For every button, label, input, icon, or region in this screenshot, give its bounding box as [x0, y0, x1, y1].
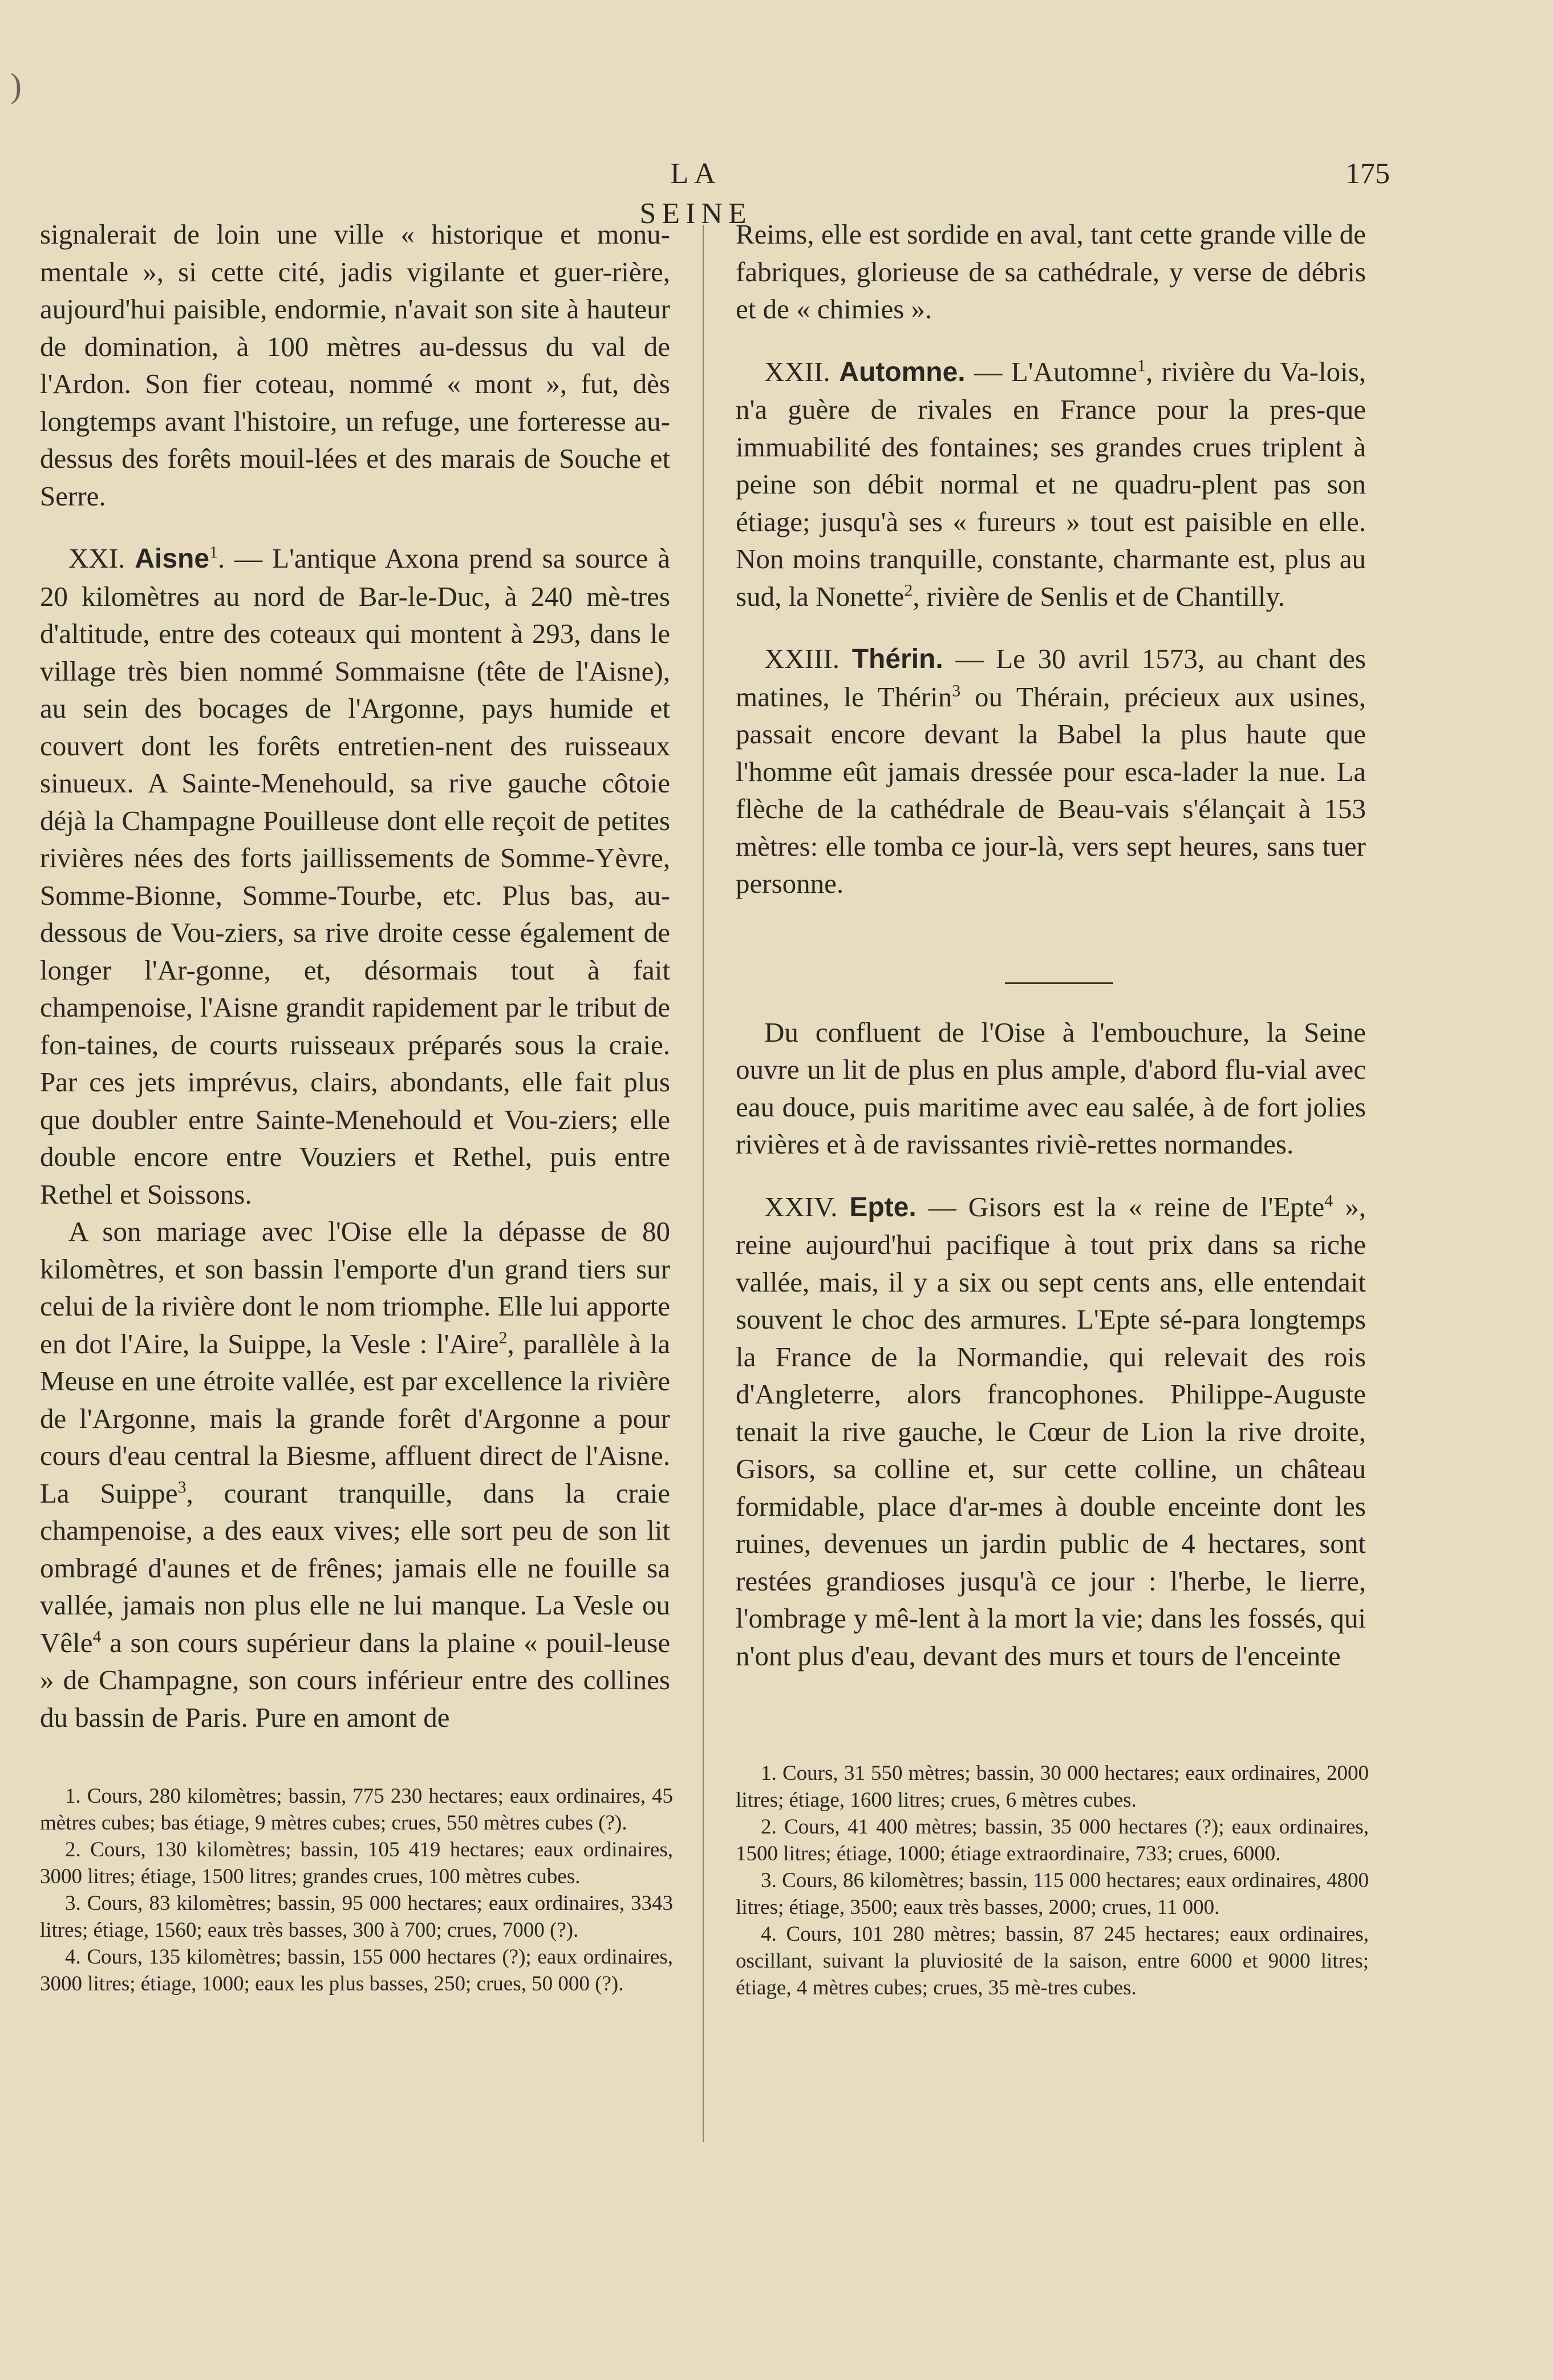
footnote-ref: 4 [1324, 1191, 1333, 1211]
paragraph-confluent: Du confluent de l'Oise à l'embouchure, la Seine ouvre un lit de plus en plus ample, d'abord flu-vial avec eau douce, puis maritime avec eau salée, à de fort jolies rivières et à de ravissantes riviè-rettes normandes. [736, 1016, 1366, 1160]
section-number: XXIV. [764, 1191, 838, 1223]
text-run: , courant tranquille, dans la craie champenoise, a des eaux vives; elle sort peu de son lit ombragé d'aunes et de frênes; jamais elle ne fouille sa vallée, jamais non plus elle ne lui manque. La Vesle ou Vêle [40, 1477, 670, 1658]
footnote: 3. Cours, 86 kilomètres; bassin, 115 000 hectares; eaux ordinaires, 4800 litres; étiage, 3500; eaux très basses, 2000; crues, 11 000. [736, 1869, 1369, 1919]
paragraph-laon: signalerait de loin une ville « historique et monu-mentale », si cette cité, jadis vigilante et guer-rière, aujourd'hui paisible, endormie, n'avait son site à hauteur de domination, à 100 mètres au-dessus du val de l'Ardon. Son fier coteau, nommé « mont », fut, dès longtemps avant l'histoire, un refuge, une forteresse au-dessus des forêts mouil-lées et des marais de Souche et Serre. [40, 218, 670, 512]
section-xxii-automne [736, 353, 1366, 616]
footnotes-right [736, 1760, 1369, 2001]
column-rule [703, 225, 704, 2142]
footnote: 2. Cours, 130 kilomètres; bassin, 105 419 hectares; eaux ordinaires, 3000 litres; étiage, 1500 litres; grandes crues, 100 mètres cubes. [40, 1838, 673, 1888]
text-run: ou Thérain, précieux aux usines, passait encore devant la Babel la plus haute que l'homme eût jamais dressée pour esca-lader la nue. La flèche de la cathédrale de Beau-vais s'élançait à 153 mètres: elle tomba ce jour-là, vers sept heures, sans tuer personne. [736, 681, 1366, 899]
section-text: . — L'antique Axona prend sa source à 20 kilomètres au nord de Bar-le-Duc, à 240 mè-tres d'altitude, entre des coteaux qui montent à 293, dans le village très bien nommé Sommaisne (tête de l'Aisne), au sein des bocages de l'Argonne, pays humide et couvert dont les forêts entretien-nent des ruisseaux sinueux. A Sainte-Menehould, sa rive gauche côtoie déjà la Champagne Pouilleuse dont elle reçoit de petites rivières nées des forts jaillissements de Somme-Yèvre, Somme-Bionne, Somme-Tourbe, etc. Plus bas, au-dessous de Vou-ziers, sa rive droite cesse également de longer l'Ar-gonne, et, désormais tout à fait champenoise, l'Aisne grandit rapidement par le tribut de fon-taines, de courts ruisseaux préparés sous la craie. Par ces jets imprévus, clairs, abondants, elle fait plus que doubler entre Sainte-Menehould et Vou-ziers; elle double encore entre Vouziers et Rethel, puis entre Rethel et Soissons. [40, 543, 670, 1210]
section-xxiv-epte [736, 1188, 1366, 1675]
section-number: XXII. [764, 355, 830, 387]
footnote-ref: 2 [498, 1328, 508, 1347]
footnote-ref: 3 [952, 681, 961, 701]
footnote-ref: 3 [177, 1478, 186, 1497]
paragraph-aisne-tributaries [40, 1213, 670, 1736]
text-run: — Le 30 avril 1573, au chant des matines, le Thérin [736, 643, 1366, 713]
paragraph-reims: Reims, elle est sordide en aval, tant cette grande ville de fabriques, glorieuse de sa cathédrale, y verse de débris et de « chimies ». [736, 218, 1366, 325]
footnote-ref: 4 [92, 1627, 102, 1646]
text-run: — L'Automne [965, 355, 1137, 387]
footnote-ref: 2 [904, 581, 913, 600]
footnote: 2. Cours, 41 400 mètres; bassin, 35 000 hectares (?); eaux ordinaires, 1500 litres; étiage, 1000; étiage extraordinaire, 733; crues, 6000. [736, 1815, 1369, 1865]
text-run: a son cours supérieur dans la plaine « pouil-leuse » de Champagne, son cours inférieur entre des collines du bassin de Paris. Pure en amont de [40, 1626, 670, 1733]
footnote: 3. Cours, 83 kilomètres; bassin, 95 000 hectares; eaux ordinaires, 3343 litres; étiage, 1560; eaux très basses, 300 à 700; crues, 7000 (?). [40, 1892, 673, 1942]
text-run: », reine aujourd'hui pacifique à tout prix dans sa riche vallée, mais, il y a six ou sept cents ans, elle entendait souvent le choc des armures. L'Epte sé-para longtemps la France de la Normandie, qui relevait des rois d'Angleterre, alors francophones. Philippe-Auguste tenait la rive gauche, le Cœur de Lion la rive droite, Gisors, sa colline et, sur cette colline, un château formidable, place d'ar-mes à double enceinte dont les ruines, devenues un jardin public de 4 hectares, sont restées grandioses jusqu'à ce jour : l'herbe, le lierre, l'ombrage y mê-lent à la mort la vie; dans les fossés, qui n'ont plus d'eau, devant des murs et tours de l'enceinte [736, 1191, 1366, 1671]
text-run: — Gisors est la « reine de l'Epte [916, 1191, 1325, 1223]
section-number: XXI. [68, 543, 125, 574]
section-xxiii-therin [736, 640, 1366, 902]
footnote-ref: 1 [209, 543, 218, 562]
footnotes-left [40, 1783, 673, 1997]
footnote: 4. Cours, 135 kilomètres; bassin, 155 000 hectares (?); eaux ordinaires, 3000 litres; étiage, 1000; eaux les plus basses, 250; crues, 50 000 (?). [40, 1945, 673, 1996]
section-separator-rule [1005, 982, 1113, 984]
page-number: 175 [1345, 157, 1390, 190]
text-run: , parallèle à la Meuse en une étroite vallée, est par excellence la rivière de l'Argonne, mais la grande forêt d'Argonne a pour cours d'eau central la Biesme, affluent direct de l'Aisne. La Suippe [40, 1327, 670, 1509]
section-heading: Aisne [135, 544, 210, 574]
text-run: A son mariage avec l'Oise elle la dépasse de 80 kilomètres, et son bassin l'emporte d'un grand tiers sur celui de la rivière dont le nom triomphe. Elle lui apporte en dot l'Aire, la Suippe, la Vesle : l'Aire [40, 1216, 670, 1359]
section-heading: Epte. [849, 1192, 917, 1223]
running-title: LA SEINE [639, 157, 752, 230]
section-heading: Automne. [839, 357, 966, 387]
running-header [0, 154, 1553, 230]
right-column [736, 216, 1366, 1674]
section-xxi-aisne [40, 540, 670, 1213]
section-number: XXIII. [764, 643, 840, 674]
text-run: , rivière de Senlis et de Chantilly. [913, 580, 1286, 612]
left-column [40, 216, 670, 1736]
footnote: 1. Cours, 31 550 mètres; bassin, 30 000 hectares; eaux ordinaires, 2000 litres; étiage, 1600 litres; crues, 6 mètres cubes. [736, 1762, 1369, 1812]
section-heading: Thérin. [851, 644, 943, 674]
text-run: , rivière du Va-lois, n'a guère de rivales en France pour la pres-que immuabilité des fontaines; ses grandes crues triplent à peine son débit normal et ne quadru-plent pas son étiage; jusqu'à ses « fureurs » tout est paisible en elle. Non moins tranquille, constante, charmante est, plus au sud, la Nonette [736, 355, 1367, 612]
footnote: 1. Cours, 280 kilomètres; bassin, 775 230 hectares; eaux ordinaires, 45 mètres cubes; bas étiage, 9 mètres cubes; crues, 550 mètres cubes (?). [40, 1784, 673, 1835]
page-edge-mark: ) [10, 67, 22, 104]
footnote: 4. Cours, 101 280 mètres; bassin, 87 245 hectares; eaux ordinaires, oscillant, suivant la pluviosité de la saison, entre 6000 et 9000 litres; étiage, 4 mètres cubes; crues, 35 mè-tres cubes. [736, 1922, 1369, 1999]
footnote-ref: 1 [1137, 356, 1146, 375]
